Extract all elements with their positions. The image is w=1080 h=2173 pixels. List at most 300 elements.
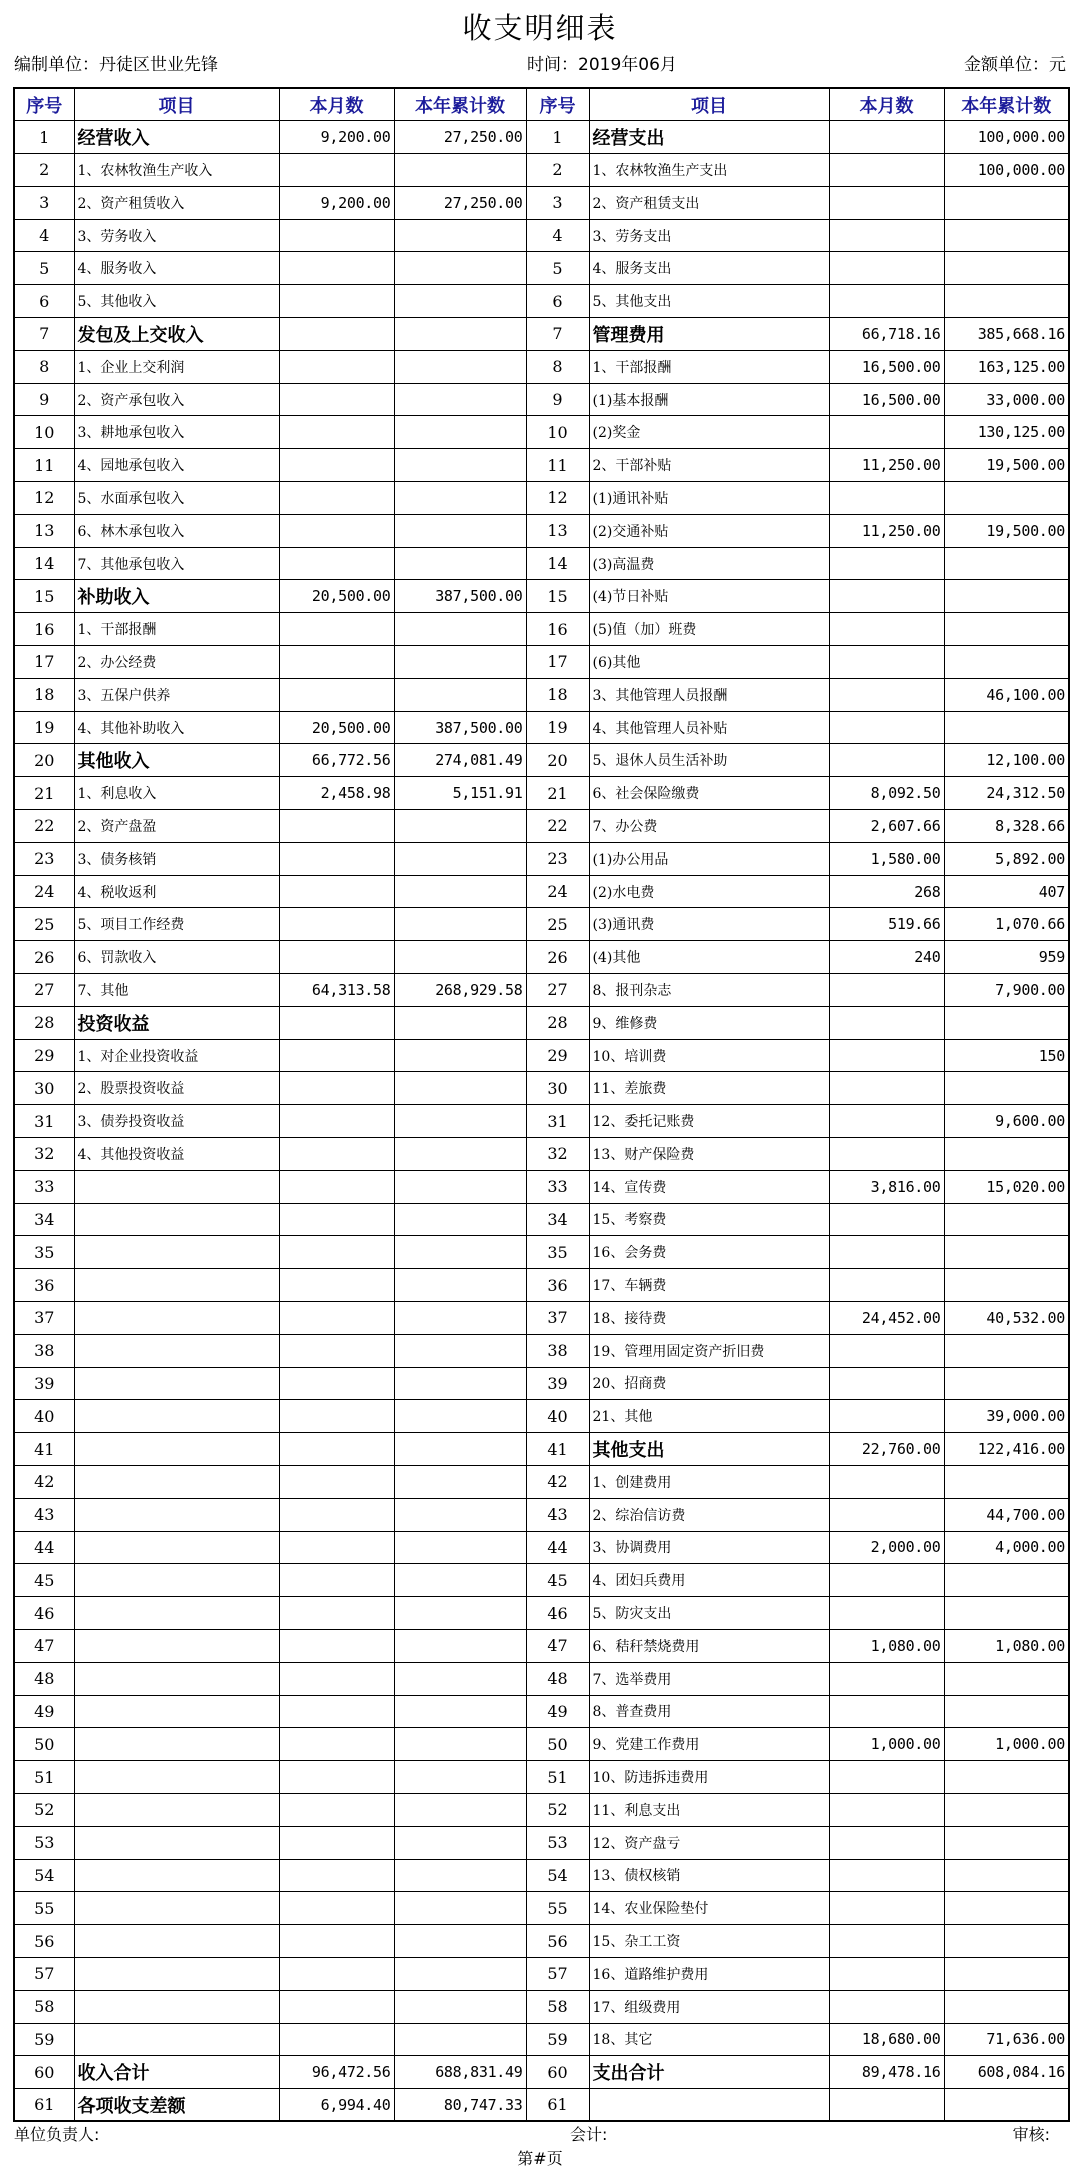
expense-row-number: 37 [526,1301,589,1334]
expense-ytd-amount: 7,900.00 [944,974,1069,1007]
col-header-item: 项目 [589,88,829,121]
income-month-amount [279,1072,394,1105]
expense-month-amount: 519.66 [829,908,944,941]
table-row [14,1170,1069,1203]
income-month-amount: 20,500.00 [279,711,394,744]
expense-row-number: 54 [526,1859,589,1892]
income-item [74,1564,279,1597]
table-row [14,1925,1069,1958]
table-row [14,154,1069,187]
table-row [14,1334,1069,1367]
income-row-number: 36 [14,1269,74,1302]
table-row [14,121,1069,154]
income-row-number: 26 [14,941,74,974]
income-item: 3、劳务收入 [74,219,279,252]
expense-row-number: 3 [526,186,589,219]
income-ytd-amount: 387,500.00 [394,580,526,613]
expense-row-number: 33 [526,1170,589,1203]
income-ytd-amount [394,1367,526,1400]
income-row-number: 28 [14,1006,74,1039]
expense-month-amount [829,1072,944,1105]
table-row [14,1597,1069,1630]
income-item [74,1662,279,1695]
table-row [14,2056,1069,2089]
expense-item: (2)交通补贴 [589,514,829,547]
income-row-number: 3 [14,186,74,219]
income-month-amount [279,613,394,646]
table-row [14,646,1069,679]
expense-item: (6)其他 [589,646,829,679]
expense-month-amount: 89,478.16 [829,2056,944,2089]
expense-month-amount [829,1597,944,1630]
expense-month-amount [829,1367,944,1400]
expense-row-number: 48 [526,1662,589,1695]
expense-ytd-amount: 33,000.00 [944,383,1069,416]
income-row-number: 29 [14,1039,74,1072]
income-month-amount [279,1531,394,1564]
expense-month-amount [829,219,944,252]
expense-month-amount [829,974,944,1007]
expense-item: 其他支出 [589,1433,829,1466]
expense-month-amount [829,416,944,449]
table-row [14,1269,1069,1302]
income-row-number: 37 [14,1301,74,1334]
income-ytd-amount [394,1138,526,1171]
income-row-number: 25 [14,908,74,941]
expense-ytd-amount [944,482,1069,515]
income-item: 1、对企业投资收益 [74,1039,279,1072]
income-item [74,1826,279,1859]
expense-month-amount [829,1236,944,1269]
income-ytd-amount [394,1564,526,1597]
income-item [74,1793,279,1826]
expense-item [589,2089,829,2122]
expense-item: (1)基本报酬 [589,383,829,416]
income-ytd-amount: 387,500.00 [394,711,526,744]
income-ytd-amount [394,1826,526,1859]
table-row [14,547,1069,580]
income-row-number: 35 [14,1236,74,1269]
table-row [14,1793,1069,1826]
income-item [74,1990,279,2023]
income-item: 3、债券投资收益 [74,1105,279,1138]
expense-row-number: 52 [526,1793,589,1826]
expense-month-amount [829,121,944,154]
expense-ytd-amount [944,1367,1069,1400]
expense-month-amount: 268 [829,875,944,908]
income-item: 7、其他 [74,974,279,1007]
expense-ytd-amount: 1,000.00 [944,1728,1069,1761]
income-month-amount [279,1629,394,1662]
expense-row-number: 22 [526,810,589,843]
income-ytd-amount [394,482,526,515]
expense-month-amount [829,1564,944,1597]
expense-row-number: 55 [526,1892,589,1925]
expense-month-amount [829,613,944,646]
income-item: 6、林木承包收入 [74,514,279,547]
expense-month-amount [829,1662,944,1695]
income-ytd-amount [394,1072,526,1105]
expense-ytd-amount: 19,500.00 [944,514,1069,547]
income-ytd-amount [394,350,526,383]
income-month-amount [279,482,394,515]
expense-ytd-amount: 4,000.00 [944,1531,1069,1564]
income-month-amount: 6,994.40 [279,2089,394,2122]
expense-row-number: 23 [526,842,589,875]
table-row [14,1072,1069,1105]
expense-ytd-amount: 12,100.00 [944,744,1069,777]
expense-row-number: 47 [526,1629,589,1662]
expense-row-number: 41 [526,1433,589,1466]
expense-ytd-amount [944,1892,1069,1925]
expense-item: (2)奖金 [589,416,829,449]
expense-ytd-amount [944,1859,1069,1892]
expense-month-amount [829,285,944,318]
col-header-no: 序号 [526,88,589,121]
table-row [14,842,1069,875]
income-row-number: 51 [14,1761,74,1794]
expense-ytd-amount: 163,125.00 [944,350,1069,383]
expense-row-number: 5 [526,252,589,285]
income-ytd-amount [394,1269,526,1302]
expense-ytd-amount: 24,312.50 [944,777,1069,810]
expense-row-number: 60 [526,2056,589,2089]
expense-ytd-amount: 40,532.00 [944,1301,1069,1334]
expense-row-number: 50 [526,1728,589,1761]
expense-row-number: 29 [526,1039,589,1072]
expense-row-number: 46 [526,1597,589,1630]
expense-row-number: 42 [526,1465,589,1498]
income-item: 1、干部报酬 [74,613,279,646]
expense-item: 11、利息支出 [589,1793,829,1826]
expense-row-number: 24 [526,875,589,908]
expense-month-amount [829,252,944,285]
expense-ytd-amount [944,252,1069,285]
table-row [14,1138,1069,1171]
income-row-number: 32 [14,1138,74,1171]
expense-ytd-amount: 385,668.16 [944,318,1069,351]
col-header-item: 项目 [74,88,279,121]
income-ytd-amount [394,678,526,711]
expense-item: (4)节日补贴 [589,580,829,613]
income-item: 4、服务收入 [74,252,279,285]
expense-ytd-amount: 407 [944,875,1069,908]
table-row [14,875,1069,908]
expense-item: 2、干部补贴 [589,449,829,482]
expense-item: 4、服务支出 [589,252,829,285]
income-item [74,1925,279,1958]
expense-ytd-amount: 44,700.00 [944,1498,1069,1531]
expense-ytd-amount [944,1793,1069,1826]
income-row-number: 23 [14,842,74,875]
ledger-table [13,87,1070,2122]
expense-ytd-amount [944,1465,1069,1498]
expense-ytd-amount [944,285,1069,318]
income-item: 4、税收返利 [74,875,279,908]
income-month-amount [279,1498,394,1531]
table-row [14,777,1069,810]
income-item [74,1203,279,1236]
expense-month-amount: 22,760.00 [829,1433,944,1466]
income-ytd-amount [394,908,526,941]
income-ytd-amount: 27,250.00 [394,186,526,219]
income-row-number: 38 [14,1334,74,1367]
expense-row-number: 9 [526,383,589,416]
income-row-number: 8 [14,350,74,383]
expense-month-amount [829,482,944,515]
income-item: 5、项目工作经费 [74,908,279,941]
table-row [14,1957,1069,1990]
income-row-number: 44 [14,1531,74,1564]
expense-ytd-amount [944,1695,1069,1728]
expense-item: 13、债权核销 [589,1859,829,1892]
expense-item: 6、社会保险缴费 [589,777,829,810]
expense-row-number: 27 [526,974,589,1007]
income-month-amount [279,1367,394,1400]
expense-item: 1、干部报酬 [589,350,829,383]
income-row-number: 10 [14,416,74,449]
table-row [14,1564,1069,1597]
income-item: 1、利息收入 [74,777,279,810]
expense-item: 21、其他 [589,1400,829,1433]
table-row [14,1203,1069,1236]
expense-item: 4、团妇兵费用 [589,1564,829,1597]
expense-ytd-amount [944,1138,1069,1171]
expense-item: 3、协调费用 [589,1531,829,1564]
expense-ytd-amount: 1,080.00 [944,1629,1069,1662]
expense-month-amount [829,1203,944,1236]
expense-row-number: 19 [526,711,589,744]
expense-item: 18、其它 [589,2023,829,2056]
expense-item: 支出合计 [589,2056,829,2089]
income-month-amount [279,154,394,187]
income-item [74,1531,279,1564]
table-row [14,810,1069,843]
expense-row-number: 31 [526,1105,589,1138]
expense-item: 5、其他支出 [589,285,829,318]
expense-item: 2、资产租赁支出 [589,186,829,219]
expense-ytd-amount: 8,328.66 [944,810,1069,843]
income-item [74,1301,279,1334]
expense-item: 经营支出 [589,121,829,154]
ledger-body [14,121,1069,2122]
table-row [14,1400,1069,1433]
expense-item: 6、秸秆禁烧费用 [589,1629,829,1662]
expense-item: 17、车辆费 [589,1269,829,1302]
income-month-amount [279,416,394,449]
expense-month-amount: 2,000.00 [829,1531,944,1564]
income-item: 3、五保户供养 [74,678,279,711]
income-ytd-amount [394,1006,526,1039]
expense-row-number: 12 [526,482,589,515]
expense-month-amount: 1,080.00 [829,1629,944,1662]
income-item [74,1236,279,1269]
income-row-number: 6 [14,285,74,318]
expense-item: 19、管理用固定资产折旧费 [589,1334,829,1367]
expense-month-amount [829,646,944,679]
income-ytd-amount [394,547,526,580]
income-row-number: 58 [14,1990,74,2023]
expense-row-number: 7 [526,318,589,351]
income-month-amount [279,1728,394,1761]
table-row [14,1662,1069,1695]
expense-row-number: 56 [526,1925,589,1958]
expense-month-amount [829,744,944,777]
income-item [74,1433,279,1466]
income-ytd-amount [394,1400,526,1433]
signature-auditor: 审核: [1012,2125,1050,2144]
expense-item: 7、选举费用 [589,1662,829,1695]
expense-ytd-amount [944,1957,1069,1990]
expense-ytd-amount: 608,084.16 [944,2056,1069,2089]
income-item: 4、其他投资收益 [74,1138,279,1171]
income-month-amount: 96,472.56 [279,2056,394,2089]
expense-ytd-amount [944,1925,1069,1958]
income-ytd-amount [394,2023,526,2056]
expense-item: (1)通讯补贴 [589,482,829,515]
income-row-number: 52 [14,1793,74,1826]
expense-row-number: 6 [526,285,589,318]
expense-ytd-amount [944,186,1069,219]
income-month-amount [279,514,394,547]
expense-item: 14、农业保险垫付 [589,1892,829,1925]
income-row-number: 54 [14,1859,74,1892]
expense-row-number: 10 [526,416,589,449]
expense-row-number: 44 [526,1531,589,1564]
table-row [14,1039,1069,1072]
expense-month-amount: 16,500.00 [829,383,944,416]
expense-month-amount [829,711,944,744]
income-row-number: 16 [14,613,74,646]
income-month-amount [279,547,394,580]
income-month-amount: 2,458.98 [279,777,394,810]
expense-row-number: 38 [526,1334,589,1367]
income-row-number: 57 [14,1957,74,1990]
income-month-amount [279,350,394,383]
expense-ytd-amount: 15,020.00 [944,1170,1069,1203]
income-row-number: 41 [14,1433,74,1466]
expense-month-amount [829,1826,944,1859]
income-ytd-amount [394,1892,526,1925]
income-ytd-amount [394,1433,526,1466]
table-row [14,1465,1069,1498]
table-row [14,1236,1069,1269]
expense-month-amount [829,1793,944,1826]
income-item: 4、园地承包收入 [74,449,279,482]
expense-ytd-amount [944,1236,1069,1269]
expense-month-amount [829,580,944,613]
expense-row-number: 39 [526,1367,589,1400]
income-row-number: 5 [14,252,74,285]
table-row [14,1301,1069,1334]
expense-ytd-amount: 122,416.00 [944,1433,1069,1466]
income-item [74,1695,279,1728]
income-ytd-amount: 80,747.33 [394,2089,526,2122]
income-month-amount [279,1957,394,1990]
income-item [74,1957,279,1990]
table-row [14,1367,1069,1400]
income-month-amount [279,678,394,711]
income-item: 1、企业上交利润 [74,350,279,383]
income-month-amount [279,646,394,679]
expense-item: 5、退休人员生活补助 [589,744,829,777]
expense-item: 18、接待费 [589,1301,829,1334]
expense-month-amount: 66,718.16 [829,318,944,351]
expense-item: 8、报刊杂志 [589,974,829,1007]
expense-ytd-amount: 9,600.00 [944,1105,1069,1138]
expense-month-amount [829,1892,944,1925]
income-month-amount [279,1170,394,1203]
expense-ytd-amount [944,1990,1069,2023]
income-row-number: 49 [14,1695,74,1728]
income-row-number: 19 [14,711,74,744]
col-header-month: 本月数 [829,88,944,121]
income-month-amount [279,908,394,941]
table-row [14,514,1069,547]
expense-item: (5)值（加）班费 [589,613,829,646]
expense-row-number: 25 [526,908,589,941]
income-ytd-amount [394,1170,526,1203]
income-item: 5、水面承包收入 [74,482,279,515]
income-month-amount: 66,772.56 [279,744,394,777]
expense-item: 9、维修费 [589,1006,829,1039]
expense-ytd-amount: 130,125.00 [944,416,1069,449]
table-row [14,678,1069,711]
expense-item: 9、党建工作费用 [589,1728,829,1761]
expense-row-number: 40 [526,1400,589,1433]
income-row-number: 1 [14,121,74,154]
expense-month-amount [829,1761,944,1794]
expense-month-amount [829,1039,944,1072]
table-row [14,744,1069,777]
income-row-number: 60 [14,2056,74,2089]
income-month-amount [279,252,394,285]
income-row-number: 43 [14,1498,74,1531]
signature-unit-head: 单位负责人: [14,2125,100,2144]
table-row [14,1761,1069,1794]
expense-item: 12、资产盘亏 [589,1826,829,1859]
table-row [14,383,1069,416]
income-ytd-amount [394,1662,526,1695]
income-item: 6、罚款收入 [74,941,279,974]
expense-row-number: 2 [526,154,589,187]
expense-row-number: 13 [526,514,589,547]
income-month-amount [279,1301,394,1334]
income-month-amount [279,1597,394,1630]
income-row-number: 9 [14,383,74,416]
expense-month-amount [829,1498,944,1531]
expense-row-number: 36 [526,1269,589,1302]
income-item: 2、资产租赁收入 [74,186,279,219]
expense-item: 1、农林牧渔生产支出 [589,154,829,187]
income-ytd-amount [394,252,526,285]
income-ytd-amount [394,1629,526,1662]
expense-month-amount [829,1859,944,1892]
income-month-amount [279,1925,394,1958]
income-item: 2、资产盘盈 [74,810,279,843]
expense-ytd-amount [944,219,1069,252]
expense-month-amount [829,2089,944,2122]
expense-ytd-amount [944,547,1069,580]
income-month-amount [279,1892,394,1925]
table-row [14,1892,1069,1925]
expense-month-amount [829,1138,944,1171]
col-header-year: 本年累计数 [394,88,526,121]
income-month-amount [279,1793,394,1826]
income-month-amount [279,1859,394,1892]
income-row-number: 2 [14,154,74,187]
income-item [74,1859,279,1892]
